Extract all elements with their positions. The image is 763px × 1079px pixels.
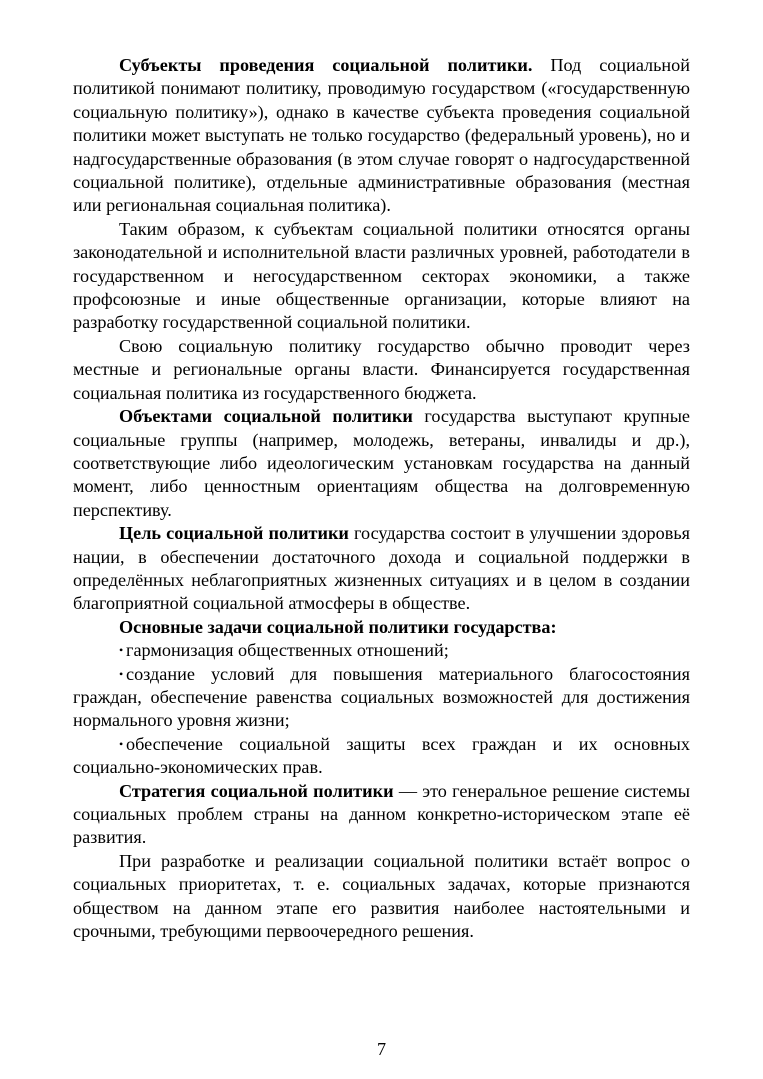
term-strategy: Стратегия социальной политики bbox=[119, 780, 394, 801]
task-item bbox=[73, 733, 690, 780]
paragraph-subjects bbox=[73, 54, 690, 218]
page-body bbox=[73, 54, 690, 943]
paragraph-subjects-text: Под социальной политикой понимают политику, проводимую государством («государственную социальную политику»), однако в качестве субъекта проведения социальной политики может выступать не только государство (федеральный уровень), но и надгосударственные образования (в этом случае говорят о надгосударственной социальной политике), отдельные административные образования (местная или региональная социальная политика). bbox=[73, 55, 690, 216]
term-goal: Цель социальной политики bbox=[119, 523, 349, 544]
paragraph-goal bbox=[73, 522, 690, 616]
task-item-text: гармонизация общественных отношений; bbox=[126, 640, 449, 661]
bullet-icon: • bbox=[119, 666, 124, 681]
tasks-heading-text: Основные задачи социальной политики государства: bbox=[119, 616, 557, 637]
paragraph-financing-text: Свою социальную политику государство обычно проводит через местные и региональные органы власти. Финансируется государственная социальная политика из государственного бюджета. bbox=[73, 335, 690, 403]
bullet-icon: • bbox=[119, 736, 124, 751]
paragraph-strategy-text: — это генеральное решение системы социальных проблем страны на данном конкретно-историческом этапе её развития. bbox=[73, 780, 690, 848]
tasks-heading bbox=[73, 616, 690, 639]
term-objects: Объектами социальной политики bbox=[119, 406, 413, 427]
paragraph-subjects-list bbox=[73, 218, 690, 335]
paragraph-subjects-list-text: Таким образом, к субъектам социальной политики относятся органы законодательной и исполнительной власти различных уровней, работодатели в государственном и негосударственном секторах экономики, а также профсоюзные и иные общественные организации, которые влияют на разработку государственной социальной политики. bbox=[73, 218, 690, 333]
paragraph-priorities bbox=[73, 850, 690, 944]
task-item bbox=[73, 639, 690, 662]
page-number: 7 bbox=[376, 1039, 387, 1059]
paragraph-priorities-text: При разработке и реализации социальной политики встаёт вопрос о социальных приоритетах, т. е. социальных задачах, которые признаются обществом на данном этапе его развития наиболее настоятельными и срочными, требующими первоочередного решения. bbox=[73, 850, 690, 942]
paragraph-goal-text: государства состоит в улучшении здоровья нации, в обеспечении достаточного дохода и социальной поддержки в определённых неблагоприятных жизненных ситуациях и в целом в создании благоприятной социальной атмосферы в обществе. bbox=[73, 523, 690, 614]
term-subjects: Субъекты проведения социальной политики. bbox=[119, 55, 533, 75]
task-item-text: обеспечение социальной защиты всех граждан и их основных социально-экономических прав. bbox=[73, 733, 690, 778]
paragraph-strategy bbox=[73, 780, 690, 850]
paragraph-financing bbox=[73, 335, 690, 405]
paragraph-objects bbox=[73, 405, 690, 522]
task-item-text: создание условий для повышения материального благосостояния граждан, обеспечение равенства социальных возможностей для достижения нормального уровня жизни; bbox=[73, 663, 690, 731]
task-item bbox=[73, 663, 690, 733]
paragraph-objects-text: государства выступают крупные социальные группы (например, молодежь, ветераны, инвалиды и др.), соответствующие либо идеологическим установкам государства на данный момент, либо ценностным ориентациям общества на долговременную перспективу. bbox=[73, 406, 690, 520]
bullet-icon: • bbox=[119, 643, 124, 658]
